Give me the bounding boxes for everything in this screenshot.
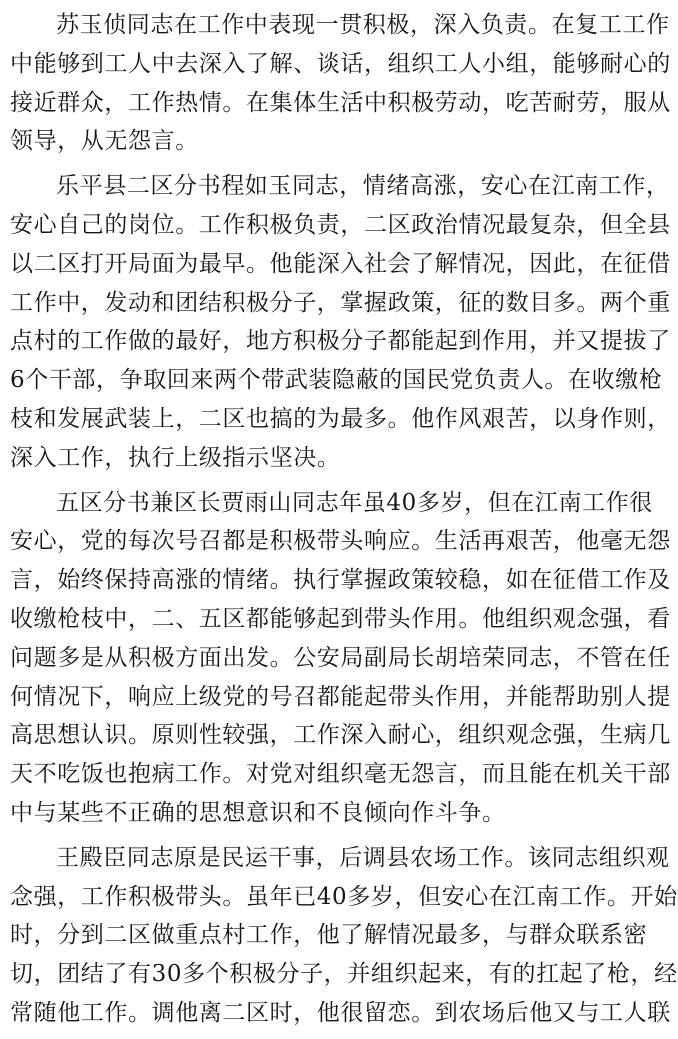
- paragraph-4: [10, 839, 678, 1033]
- text-line: 五区分书兼区长贾雨山同志年虽40多岁，但在江南工作很: [56, 489, 653, 516]
- paragraph-1: [10, 6, 671, 161]
- text-line: 中能够到工人中去深入了解、谈话，组织工人小组，能够耐心的: [10, 50, 671, 77]
- text-line: 何情况下，响应上级党的号召都能起带头作用，并能帮助别人提: [10, 683, 671, 710]
- text-line: 深入工作，执行上级指示坚决。: [10, 444, 341, 471]
- text-line: 苏玉侦同志在工作中表现一贯积极，深入负责。在复工工作: [56, 12, 670, 38]
- document-body: [10, 6, 678, 1039]
- text-line: 乐平县二区分书程如玉同志，情绪高涨，安心在江南工作，: [56, 173, 670, 200]
- paragraph-2: [10, 167, 671, 477]
- text-line: 以二区打开局面为最早。他能深入社会了解情况，因此，在征借: [10, 250, 671, 277]
- text-line: 安心，党的每次号召都是积极带头响应。生活再艰苦，他毫无怨: [10, 528, 671, 555]
- text-line: 问题多是从积极方面出发。公安局副局长胡培荣同志，不管在任: [10, 644, 671, 671]
- text-line: 安心自己的岗位。工作积极负责，二区政治情况最复杂，但全县: [10, 211, 671, 238]
- text-line: 工作中，发动和团结积极分子，掌握政策，征的数目多。两个重: [10, 289, 671, 316]
- text-line: 收缴枪枝中，二、五区都能够起到带头作用。他组织观念强，看: [10, 605, 671, 632]
- text-line: 高思想认识。原则性较强，工作深入耐心，组织观念强，生病几: [10, 722, 671, 749]
- text-line: 6个干部，争取回来两个带武装隐蔽的国民党负责人。在收缴枪: [10, 367, 663, 394]
- text-line: 点村的工作做的最好，地方积极分子都能起到作用，并又提拔了: [10, 328, 671, 355]
- paragraph-3: [10, 484, 671, 833]
- text-line: 时，分到二区做重点村工作，他了解情况最多，与群众联系密: [10, 922, 648, 949]
- text-line: 天不吃饭也抱病工作。对党对组织毫无怨言，而且能在机关干部: [10, 761, 671, 788]
- text-line: 领导，从无怨言。: [10, 128, 199, 155]
- text-line: 枝和发展武装上，二区也搞的为最多。他作风艰苦，以身作则，: [10, 405, 671, 432]
- text-line: 王殿臣同志原是民运干事，后调县农场工作。该同志组织观: [56, 844, 670, 871]
- text-line: 常随他工作。调他离二区时，他很留恋。到农场后他又与工人联: [10, 999, 671, 1026]
- text-line: 切，团结了有30多个积极分子，并组织起来，有的扛起了枪，经: [10, 961, 678, 988]
- text-line: 接近群众，工作热情。在集体生活中积极劳动，吃苦耐劳，服从: [10, 89, 671, 116]
- text-line: 中与某些不正确的思想意识和不良倾向作斗争。: [10, 799, 506, 826]
- text-line: 念强，工作积极带头。虽年已40多岁，但安心在江南工作。开始: [10, 883, 678, 910]
- text-line: 言，始终保持高涨的情绪。执行掌握政策较稳，如在征借工作及: [10, 567, 671, 594]
